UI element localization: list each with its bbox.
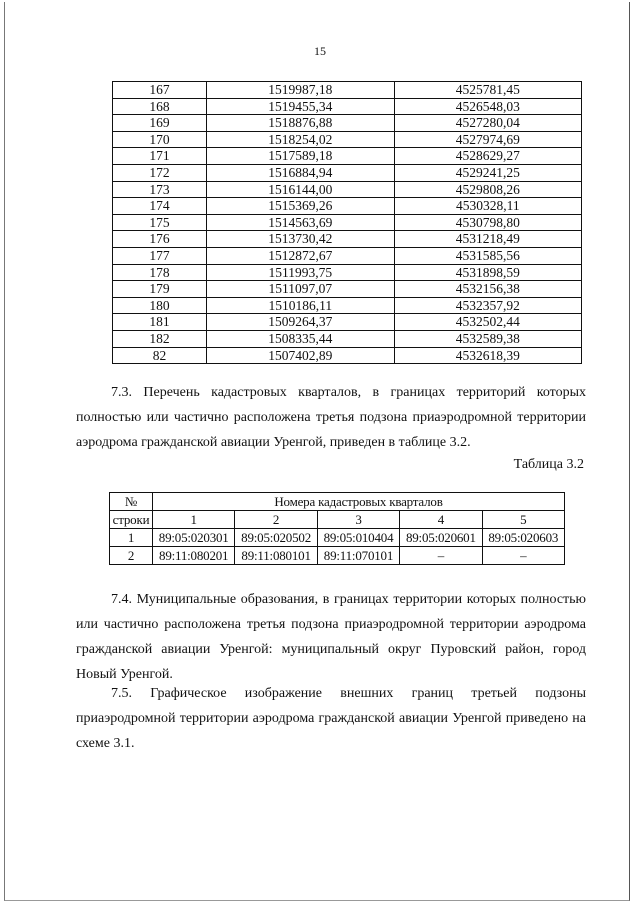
y-coordinate-cell: 4529808,26 [394, 181, 581, 198]
x-coordinate-cell: 1513730,42 [207, 231, 394, 248]
point-number-cell: 175 [113, 214, 207, 231]
y-coordinate-cell: 4530798,80 [394, 214, 581, 231]
point-number-cell: 174 [113, 198, 207, 215]
point-number-cell: 172 [113, 164, 207, 181]
x-coordinate-cell: 1517589,18 [207, 148, 394, 165]
x-coordinate-cell: 1510186,11 [207, 297, 394, 314]
x-coordinate-cell: 1511097,07 [207, 281, 394, 298]
point-number-cell: 179 [113, 281, 207, 298]
point-number-cell: 171 [113, 148, 207, 165]
column-number-cell: 3 [317, 511, 399, 529]
table-row [110, 547, 565, 565]
row-number-header-bottom: строки [110, 511, 153, 529]
cadastral-quarter-cell: – [400, 547, 482, 565]
y-coordinate-cell: 4532589,38 [394, 330, 581, 347]
coordinates-table-body [113, 82, 582, 364]
y-coordinate-cell: 4529241,25 [394, 164, 581, 181]
x-coordinate-cell: 1514563,69 [207, 214, 394, 231]
column-number-row [110, 511, 565, 529]
point-number-cell: 173 [113, 181, 207, 198]
table-row [113, 297, 582, 314]
x-coordinate-cell: 1516144,00 [207, 181, 394, 198]
cadastral-quarter-cell: 89:05:020502 [235, 529, 317, 547]
y-coordinate-cell: 4532502,44 [394, 314, 581, 331]
column-number-cell: 4 [400, 511, 482, 529]
cadastral-quarter-cell: 89:05:010404 [317, 529, 399, 547]
table-row [113, 247, 582, 264]
y-coordinate-cell: 4528629,27 [394, 148, 581, 165]
point-number-cell: 181 [113, 314, 207, 331]
point-number-cell: 178 [113, 264, 207, 281]
table-row [110, 529, 565, 547]
section-7-5-text: 7.5. Графическое изображение внешних границ третьей подзоны приаэродромной территории аэродрома гражданской авиации Уренгой приведено на схеме 3.1. [76, 686, 586, 751]
cadastral-quarter-cell: 89:05:020601 [400, 529, 482, 547]
table-row [113, 198, 582, 215]
point-number-cell: 82 [113, 347, 207, 364]
point-number-cell: 182 [113, 330, 207, 347]
section-7-3-text: 7.3. Перечень кадастровых кварталов, в границах территорий которых полностью или частично расположена третья подзона приаэродромной территории аэродрома гражданской авиации Уренгой, приведен в таблице 3.2. [76, 385, 586, 450]
point-number-cell: 170 [113, 131, 207, 148]
cadastral-quarter-cell: 89:11:080101 [235, 547, 317, 565]
x-coordinate-cell: 1508335,44 [207, 330, 394, 347]
table-row [113, 264, 582, 281]
y-coordinate-cell: 4532618,39 [394, 347, 581, 364]
group-header: Номера кадастровых кварталов [153, 493, 565, 511]
x-coordinate-cell: 1518876,88 [207, 115, 394, 132]
column-number-cell: 5 [482, 511, 564, 529]
table-row [113, 115, 582, 132]
x-coordinate-cell: 1519455,34 [207, 98, 394, 115]
column-number-cell: 2 [235, 511, 317, 529]
table-row [113, 231, 582, 248]
table-row [113, 148, 582, 165]
x-coordinate-cell: 1515369,26 [207, 198, 394, 215]
page-number: 15 [314, 44, 326, 58]
cadastral-quarters-table [109, 492, 565, 565]
y-coordinate-cell: 4526548,03 [394, 98, 581, 115]
y-coordinate-cell: 4531898,59 [394, 264, 581, 281]
cadastral-quarter-cell: 89:05:020301 [153, 529, 235, 547]
y-coordinate-cell: 4532357,92 [394, 297, 581, 314]
x-coordinate-cell: 1512872,67 [207, 247, 394, 264]
row-number-cell: 1 [110, 529, 153, 547]
table-row [113, 98, 582, 115]
x-coordinate-cell: 1516884,94 [207, 164, 394, 181]
section-7-5-paragraph [76, 681, 586, 756]
point-number-cell: 176 [113, 231, 207, 248]
row-number-cell: 2 [110, 547, 153, 565]
cadastral-quarters-table-body [110, 493, 565, 565]
y-coordinate-cell: 4527280,04 [394, 115, 581, 132]
point-number-cell: 177 [113, 247, 207, 264]
point-number-cell: 169 [113, 115, 207, 132]
x-coordinate-cell: 1518254,02 [207, 131, 394, 148]
coordinates-table [112, 81, 582, 364]
table-row [113, 330, 582, 347]
table-row [113, 164, 582, 181]
cadastral-quarter-cell: 89:05:020603 [482, 529, 564, 547]
section-7-4-paragraph [76, 587, 586, 687]
column-number-cell: 1 [153, 511, 235, 529]
x-coordinate-cell: 1507402,89 [207, 347, 394, 364]
section-7-4-text: 7.4. Муниципальные образования, в границах территории которых полностью или частично расположена третья подзона приаэродромной территории аэродрома гражданской авиации Уренгой: муниципальный округ Пуровский район, город Новый Уренгой. [76, 592, 586, 682]
y-coordinate-cell: 4531218,49 [394, 231, 581, 248]
table-row [113, 82, 582, 99]
table-row [113, 214, 582, 231]
point-number-cell: 168 [113, 98, 207, 115]
section-7-3-paragraph [76, 380, 586, 455]
cadastral-quarter-cell: – [482, 547, 564, 565]
table-3-2-label: Таблица 3.2 [513, 457, 584, 472]
y-coordinate-cell: 4530328,11 [394, 198, 581, 215]
y-coordinate-cell: 4527974,69 [394, 131, 581, 148]
cadastral-quarter-cell: 89:11:070101 [317, 547, 399, 565]
point-number-cell: 167 [113, 82, 207, 99]
y-coordinate-cell: 4525781,45 [394, 82, 581, 99]
x-coordinate-cell: 1519987,18 [207, 82, 394, 99]
y-coordinate-cell: 4531585,56 [394, 247, 581, 264]
cadastral-quarter-cell: 89:11:080201 [153, 547, 235, 565]
table-row [113, 347, 582, 364]
point-number-cell: 180 [113, 297, 207, 314]
x-coordinate-cell: 1509264,37 [207, 314, 394, 331]
table-row [113, 281, 582, 298]
table-header-row [110, 493, 565, 511]
y-coordinate-cell: 4532156,38 [394, 281, 581, 298]
x-coordinate-cell: 1511993,75 [207, 264, 394, 281]
table-row [113, 181, 582, 198]
row-number-header-top: № [110, 493, 153, 511]
table-row [113, 314, 582, 331]
table-row [113, 131, 582, 148]
